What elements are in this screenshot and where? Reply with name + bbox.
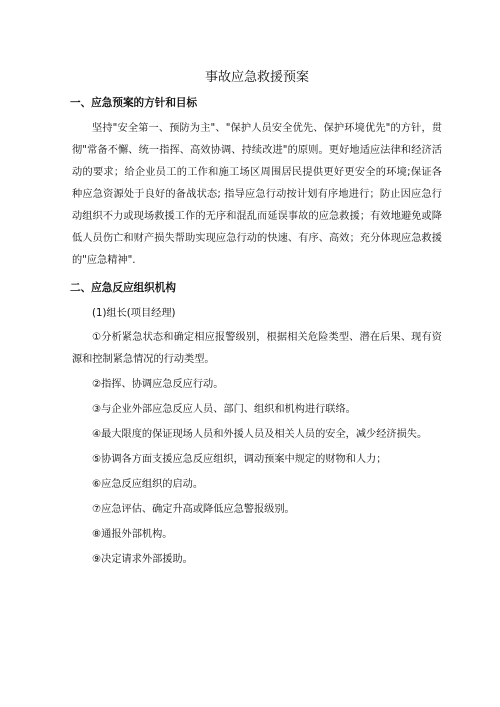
section-2-subheading: (1)组长(项目经理) <box>92 308 176 319</box>
section-1-paragraph: 坚持"安全第一、预防为主"、"保护人员安全优先、保护环境优先"的方针，贯彻"常备不懈、统一指挥、高效协调、持续改进"的原则。更好地适应法律和经济活动的要求；给企业员工的工作和施工场区周围居民提供更好更安全的环境;保证各种应急资源处于良好的备战状态; 指导应急行动按计划有序地进行；防止因应急行动组织不力或现场救援工作的无序和混乱而延误事故的应急救援；有效地避免或降低人员伤亡和财产损失帮助实现应急行动的快速、有序、高效；充分体现应急救援的"应急精神". <box>72 123 442 266</box>
list-item: ①分析紧急状态和确定相应报警级别，根据相关危险类型、潜在后果、现有资源和控制紧急情况的行动类型。 <box>72 332 442 365</box>
list-item: ②指挥、协调应急反应行动。 <box>92 379 224 390</box>
list-item: ③与企业外部应急反应人员、部门、组织和机构进行联络。 <box>92 404 356 415</box>
document-title: 事故应急救援预案 <box>204 70 309 85</box>
section-1-heading: 一、应急预案的方针和目标 <box>70 97 198 109</box>
list-item: ④最大限度的保证现场人员和外援人员及相关人员的安全，减少经济损失。 <box>92 429 428 440</box>
list-item: ⑧通报外部机构。 <box>92 529 173 540</box>
list-item: ⑦应急评估、确定升高或降低应急警报级别。 <box>92 504 295 515</box>
list-item: ⑨决定请求外部援助。 <box>92 554 193 565</box>
section-2-heading: 二、应急反应组织机构 <box>70 282 176 294</box>
list-item: ⑥应急反应组织的启动。 <box>92 479 204 490</box>
list-item: ⑤协调各方面支援应急反应组织，调动预案中规定的财物和人力； <box>92 454 387 465</box>
